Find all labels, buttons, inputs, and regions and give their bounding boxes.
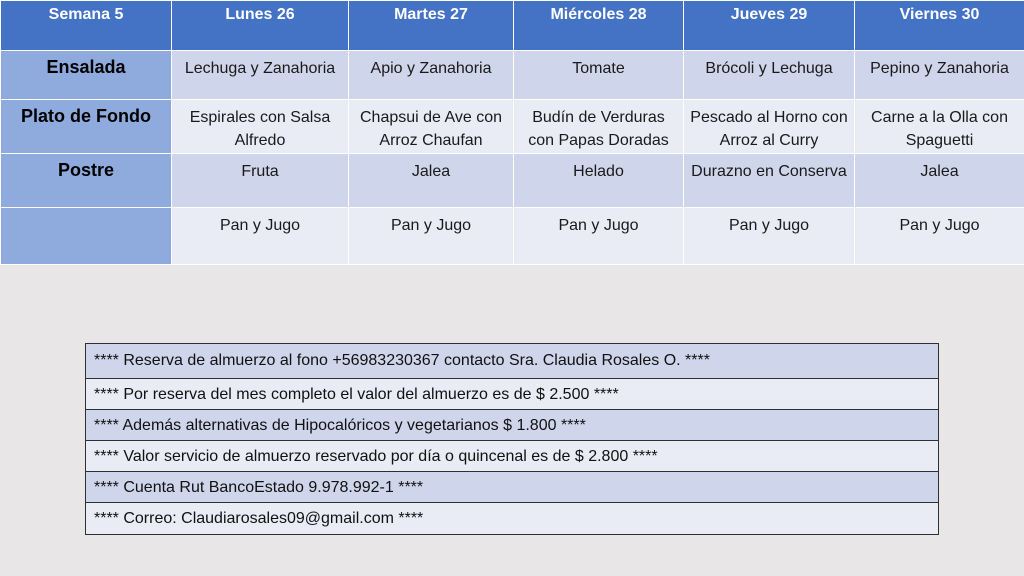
menu-cell: Fruta bbox=[172, 154, 349, 208]
day-header-friday: Viernes 30 bbox=[855, 1, 1024, 51]
row-label: Plato de Fondo bbox=[1, 100, 172, 154]
menu-cell: Pescado al Horno con Arroz al Curry bbox=[684, 100, 855, 154]
menu-cell: Pan y Jugo bbox=[855, 208, 1024, 265]
info-line-reservation-phone: **** Reserva de almuerzo al fono +56983230367 contacto Sra. Claudia Rosales O. **** bbox=[86, 344, 938, 379]
menu-cell: Helado bbox=[514, 154, 684, 208]
weekly-menu-table bbox=[0, 0, 1024, 265]
menu-row-plato-de-fondo bbox=[1, 100, 1024, 154]
menu-cell: Lechuga y Zanahoria bbox=[172, 51, 349, 100]
menu-cell: Carne a la Olla con Spaguetti bbox=[855, 100, 1024, 154]
info-line-bank-account: **** Cuenta Rut BancoEstado 9.978.992-1 **** bbox=[86, 472, 938, 503]
info-line-alternatives-price: **** Además alternativas de Hipocalóricos y vegetarianos $ 1.800 **** bbox=[86, 410, 938, 441]
menu-cell: Apio y Zanahoria bbox=[349, 51, 514, 100]
menu-cell: Budín de Verduras con Papas Doradas bbox=[514, 100, 684, 154]
day-header-thursday: Jueves 29 bbox=[684, 1, 855, 51]
day-header-wednesday: Miércoles 28 bbox=[514, 1, 684, 51]
menu-cell: Chapsui de Ave con Arroz Chaufan bbox=[349, 100, 514, 154]
menu-cell: Pan y Jugo bbox=[172, 208, 349, 265]
menu-cell: Durazno en Conserva bbox=[684, 154, 855, 208]
menu-cell: Pepino y Zanahoria bbox=[855, 51, 1024, 100]
menu-row-extras bbox=[1, 208, 1024, 265]
row-label: Postre bbox=[1, 154, 172, 208]
menu-cell: Tomate bbox=[514, 51, 684, 100]
menu-cell: Jalea bbox=[349, 154, 514, 208]
menu-row-postre bbox=[1, 154, 1024, 208]
row-label: Ensalada bbox=[1, 51, 172, 100]
info-line-daily-price: **** Valor servicio de almuerzo reservado por día o quincenal es de $ 2.800 **** bbox=[86, 441, 938, 472]
menu-cell: Pan y Jugo bbox=[514, 208, 684, 265]
day-header-monday: Lunes 26 bbox=[172, 1, 349, 51]
menu-cell: Espirales con Salsa Alfredo bbox=[172, 100, 349, 154]
reservation-info-box bbox=[85, 343, 939, 535]
row-label bbox=[1, 208, 172, 265]
day-header-tuesday: Martes 27 bbox=[349, 1, 514, 51]
menu-cell: Pan y Jugo bbox=[684, 208, 855, 265]
menu-cell: Pan y Jugo bbox=[349, 208, 514, 265]
menu-cell: Brócoli y Lechuga bbox=[684, 51, 855, 100]
week-header: Semana 5 bbox=[1, 1, 172, 51]
info-line-email: **** Correo: Claudiarosales09@gmail.com **** bbox=[86, 503, 938, 534]
menu-row-ensalada bbox=[1, 51, 1024, 100]
info-line-monthly-price: **** Por reserva del mes completo el valor del almuerzo es de $ 2.500 **** bbox=[86, 379, 938, 410]
menu-header-row bbox=[1, 1, 1024, 51]
menu-cell: Jalea bbox=[855, 154, 1024, 208]
